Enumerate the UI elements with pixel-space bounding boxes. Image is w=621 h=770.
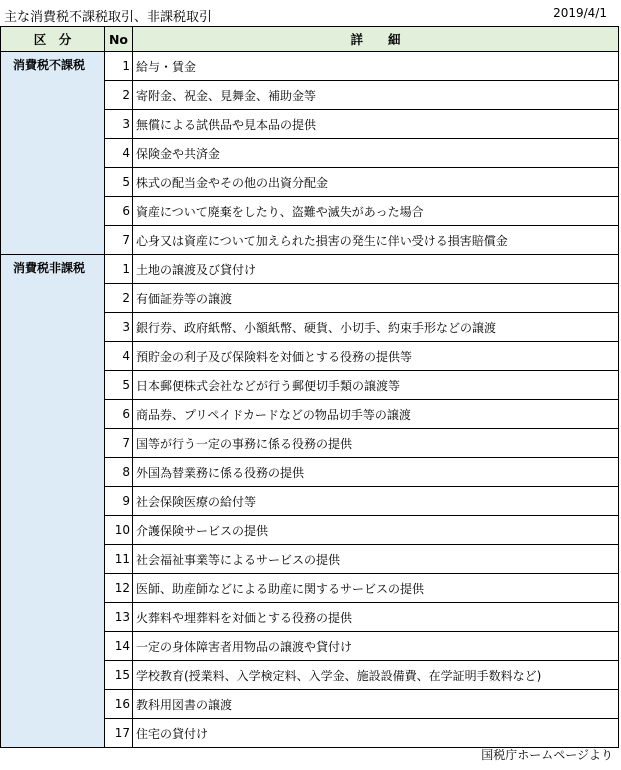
row-number: 6 [105,197,133,226]
row-detail: 預貯金の利子及び保険料を対価とする役務の提供等 [133,342,619,371]
row-number: 1 [105,255,133,284]
row-number: 14 [105,632,133,661]
row-number: 5 [105,168,133,197]
row-number: 2 [105,81,133,110]
row-number: 12 [105,574,133,603]
row-detail: 学校教育(授業料、入学検定料、入学金、施設設備費、在学証明手数料など) [133,661,619,690]
row-detail: 寄附金、祝金、見舞金、補助金等 [133,81,619,110]
row-number: 15 [105,661,133,690]
row-detail: 商品券、プリペイドカードなどの物品切手等の譲渡 [133,400,619,429]
row-detail: 社会保険医療の給付等 [133,487,619,516]
row-number: 17 [105,719,133,748]
row-number: 6 [105,400,133,429]
category-cell-fukazei: 消費税不課税 [1,52,105,255]
row-detail: 社会福祉事業等によるサービスの提供 [133,545,619,574]
source-note: 国税庁ホームページより [481,748,613,762]
column-header-no: No [105,27,133,52]
row-detail: 一定の身体障害者用物品の譲渡や貸付け [133,632,619,661]
row-detail: 日本郵便株式会社などが行う郵便切手類の譲渡等 [133,371,619,400]
row-number: 1 [105,52,133,81]
row-detail: 給与・賃金 [133,52,619,81]
row-detail: 住宅の貸付け [133,719,619,748]
row-number: 7 [105,226,133,255]
row-number: 13 [105,603,133,632]
transactions-table [0,26,619,748]
row-detail: 国等が行う一定の事務に係る役務の提供 [133,429,619,458]
row-detail: 資産について廃棄をしたり、盗難や滅失があった場合 [133,197,619,226]
row-number: 4 [105,342,133,371]
row-detail: 無償による試供品や見本品の提供 [133,110,619,139]
row-number: 5 [105,371,133,400]
category-cell-hikazei: 消費税非課税 [1,255,105,748]
row-number: 9 [105,487,133,516]
row-detail: 土地の譲渡及び貸付け [133,255,619,284]
document-date: 2019/4/1 [553,6,607,20]
column-header-detail: 詳 細 [133,27,619,52]
table-row [1,255,619,284]
row-number: 3 [105,110,133,139]
row-number: 3 [105,313,133,342]
row-detail: 火葬料や埋葬料を対価とする役務の提供 [133,603,619,632]
row-detail: 教科用図書の譲渡 [133,690,619,719]
row-detail: 株式の配当金やその他の出資分配金 [133,168,619,197]
column-header-category: 区 分 [1,27,105,52]
row-number: 11 [105,545,133,574]
page-title: 主な消費税不課税取引、非課税取引 [4,10,213,25]
row-number: 8 [105,458,133,487]
row-number: 10 [105,516,133,545]
table-row [1,52,619,81]
row-detail: 心身又は資産について加えられた損害の発生に伴い受ける損害賠償金 [133,226,619,255]
row-number: 7 [105,429,133,458]
row-detail: 医師、助産師などによる助産に関するサービスの提供 [133,574,619,603]
row-number: 2 [105,284,133,313]
row-detail: 保険金や共済金 [133,139,619,168]
row-detail: 有価証券等の譲渡 [133,284,619,313]
row-detail: 外国為替業務に係る役務の提供 [133,458,619,487]
row-number: 4 [105,139,133,168]
row-number: 16 [105,690,133,719]
row-detail: 介護保険サービスの提供 [133,516,619,545]
table-header-row [1,27,619,52]
row-detail: 銀行券、政府紙幣、小額紙幣、硬貨、小切手、約束手形などの譲渡 [133,313,619,342]
